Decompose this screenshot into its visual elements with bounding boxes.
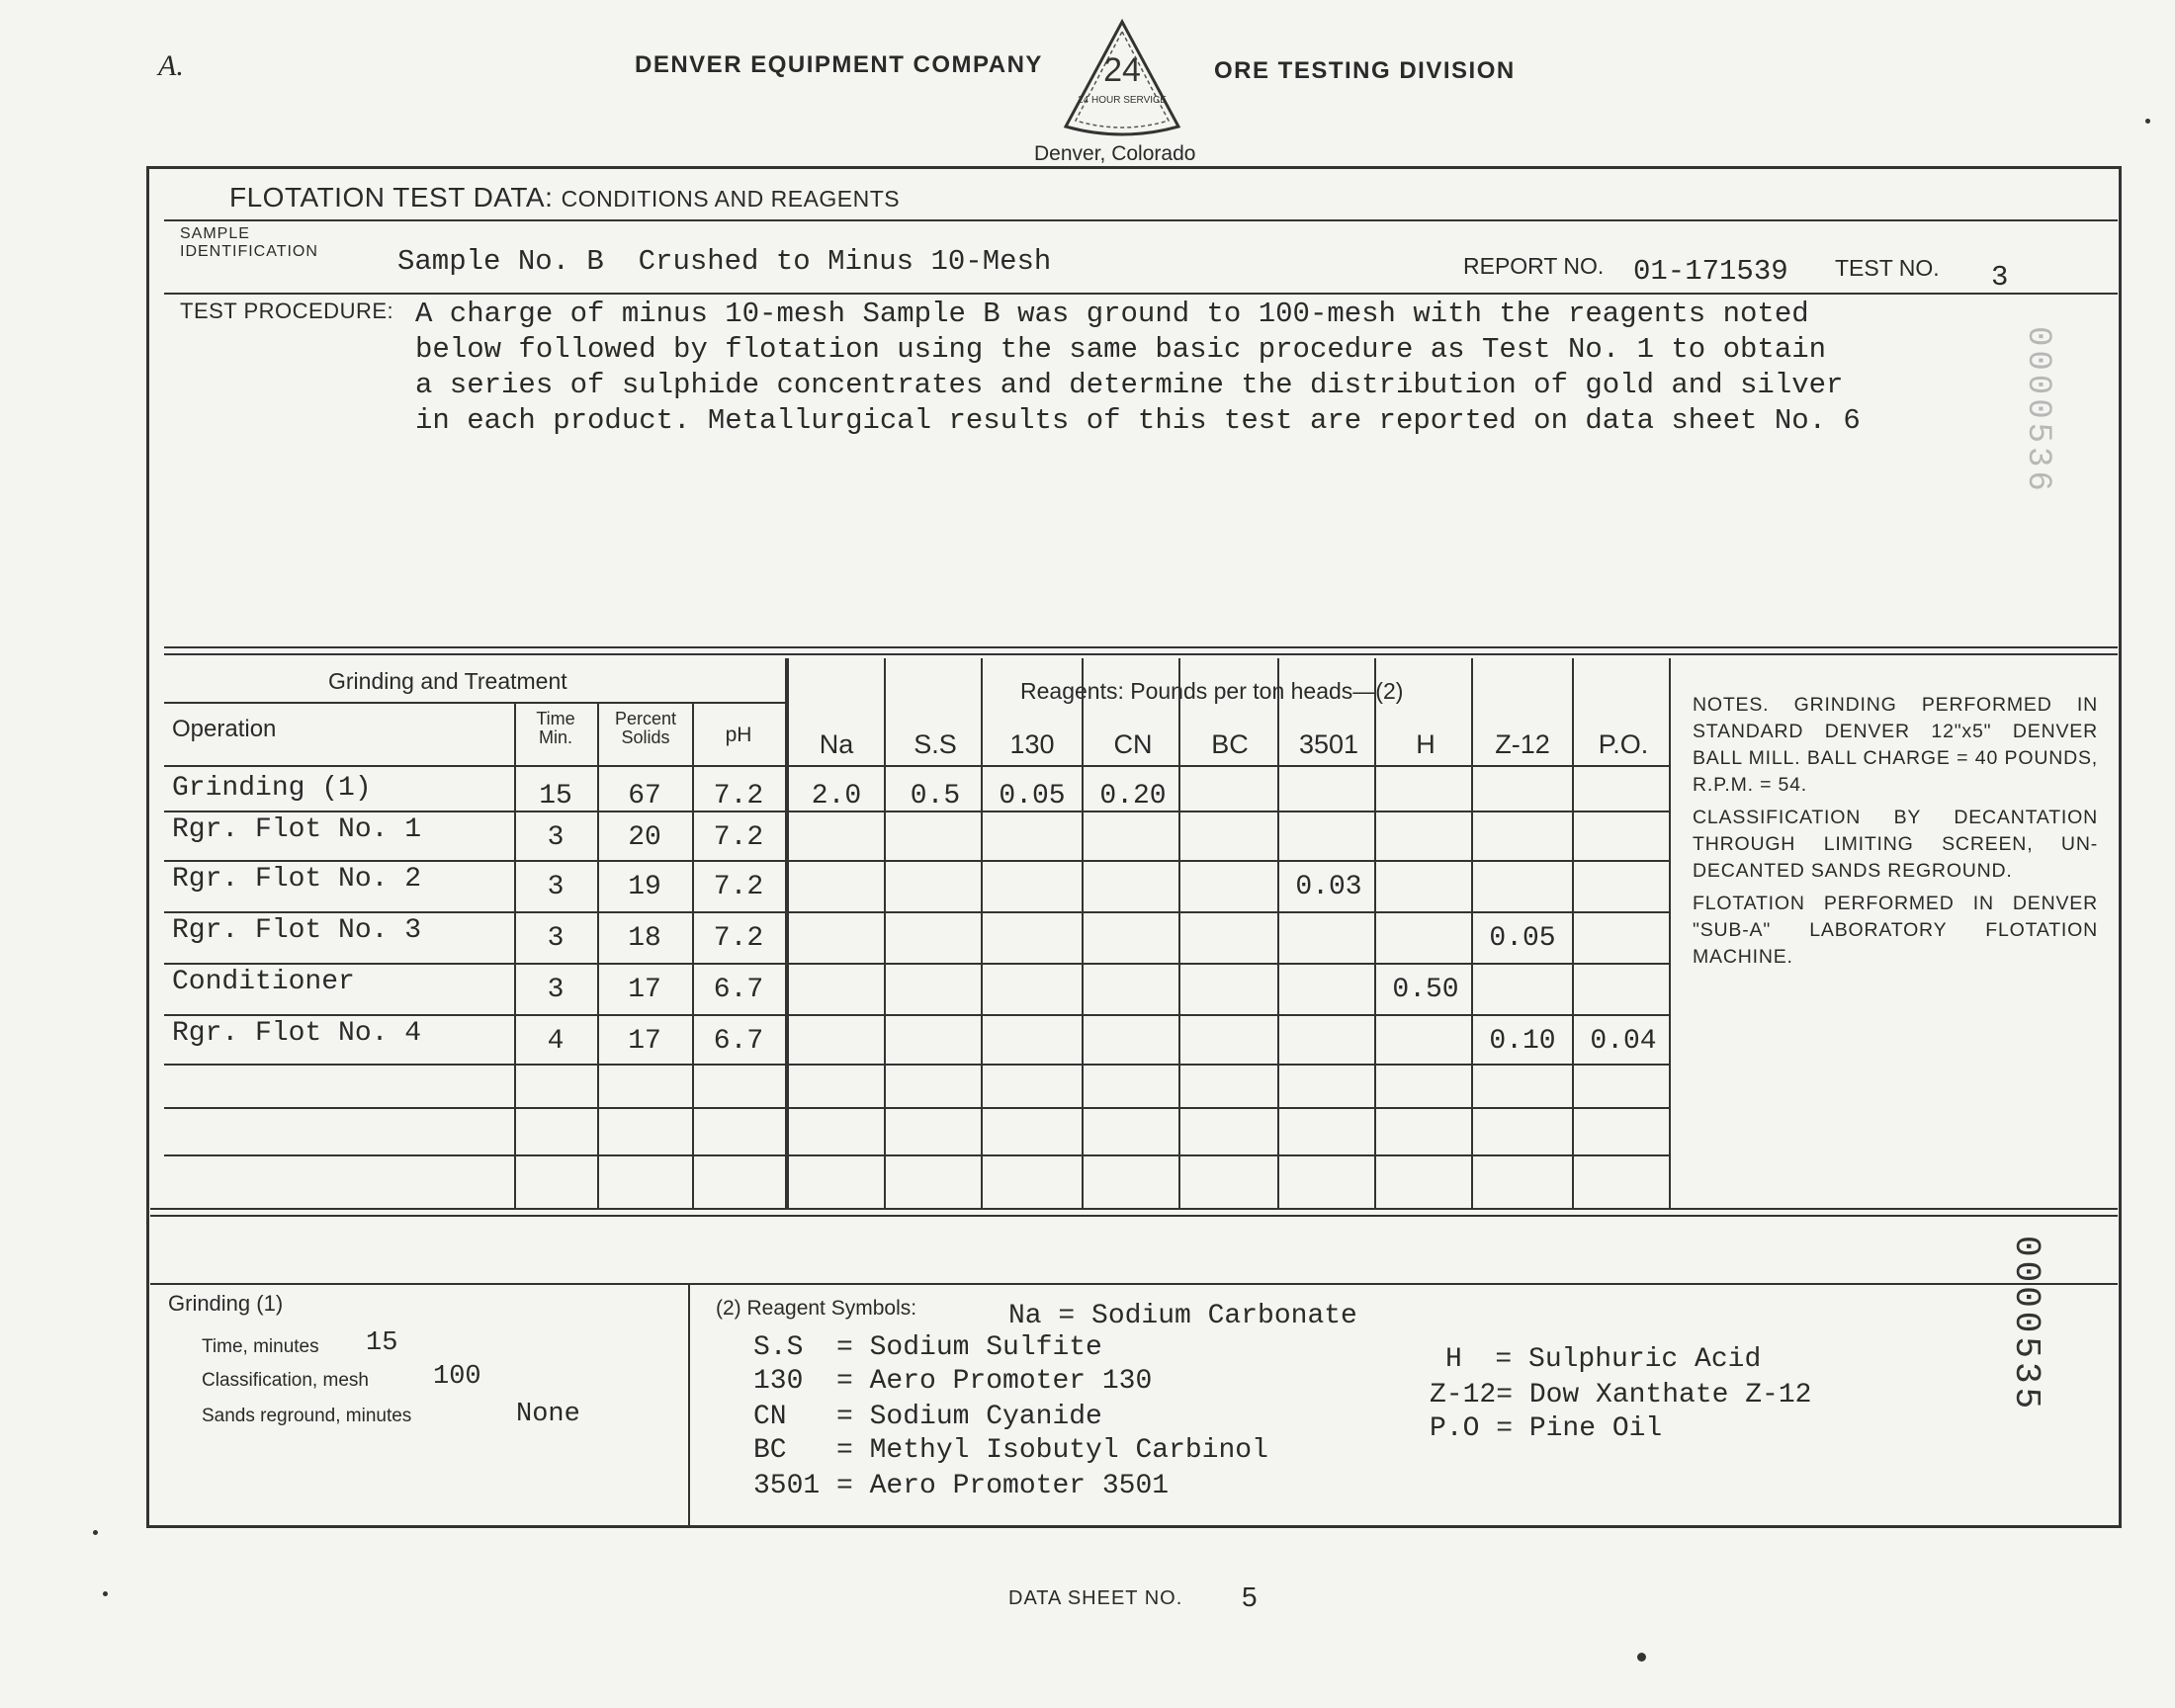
grinding-time-label: Time, minutes <box>202 1336 319 1357</box>
bottom-section-rule <box>150 1283 2118 1285</box>
grid-title-grinding: Grinding and Treatment <box>328 668 567 694</box>
procedure-label: TEST PROCEDURE: <box>180 299 394 323</box>
time-cell: 3 <box>547 975 565 1005</box>
grid-bottom-rule <box>150 1208 2118 1217</box>
col-time <box>516 710 595 747</box>
grid-row-line <box>164 1064 1671 1066</box>
reagent-column-header: 130 <box>1009 729 1055 759</box>
company-location: Denver, Colorado <box>1034 142 1196 165</box>
sample-label-line2: IDENTIFICATION <box>180 243 318 260</box>
symbol-ss: S.S = Sodium Sulfite <box>753 1332 1102 1363</box>
sample-label <box>180 225 318 261</box>
grid-column-line <box>1669 658 1671 1208</box>
col-operation: Operation <box>172 716 277 742</box>
grid-title-reagents: Reagents: Pounds per ton heads—(2) <box>1020 678 1404 704</box>
sands-label: Sands reground, minutes <box>202 1406 412 1426</box>
grid-column-line <box>1082 658 1084 1208</box>
reagent-cell: 0.50 <box>1392 975 1459 1005</box>
grid-row-line <box>164 1014 1671 1016</box>
reagent-column-header: S.S <box>914 729 957 759</box>
ph-cell: 6.7 <box>713 975 764 1005</box>
report-label: REPORT NO. <box>1463 253 1605 279</box>
reagent-cell: 0.05 <box>1489 923 1556 954</box>
reagent-column-header: P.O. <box>1598 729 1649 759</box>
grid-top-rule <box>164 646 2118 655</box>
company-name: DENVER EQUIPMENT COMPANY <box>635 51 1043 78</box>
time-cell: 3 <box>547 822 565 853</box>
data-sheet-label: DATA SHEET NO. <box>1008 1587 1183 1609</box>
grid-row-line <box>164 1154 1671 1156</box>
reagent-column-header: 3501 <box>1298 729 1359 759</box>
grinding-title: Grinding (1) <box>168 1291 284 1316</box>
solids-cell: 17 <box>628 1026 661 1057</box>
grid-row-line <box>164 1107 1671 1109</box>
time-cell: 15 <box>539 781 572 811</box>
grid-column-line <box>981 658 983 1208</box>
scan-speck <box>103 1591 108 1596</box>
form-title <box>229 182 900 214</box>
col-solids <box>599 710 692 747</box>
time-cell: 4 <box>547 1026 565 1057</box>
data-sheet-number: 5 <box>1242 1581 1258 1612</box>
solids-cell: 17 <box>628 975 661 1005</box>
grinding-time-value: 15 <box>366 1328 398 1358</box>
corner-mark: A. <box>158 49 184 82</box>
solids-cell: 67 <box>628 781 661 811</box>
reagent-cell: 0.03 <box>1295 872 1362 902</box>
symbol-po: P.O = Pine Oil <box>1430 1413 1663 1444</box>
time-cell: 3 <box>547 923 565 954</box>
reagent-column-header: Na <box>819 729 854 759</box>
reagent-cell: 0.5 <box>910 781 961 811</box>
reagent-column-header: CN <box>1113 729 1153 759</box>
title-rule <box>164 219 2118 221</box>
solids-cell: 20 <box>628 822 661 853</box>
sample-rule <box>164 293 2118 295</box>
form-title-main: FLOTATION TEST DATA: <box>229 182 554 213</box>
scan-speck <box>93 1530 98 1535</box>
division-name: ORE TESTING DIVISION <box>1214 57 1516 84</box>
symbol-bc: BC = Methyl Isobutyl Carbinol <box>753 1435 1268 1466</box>
classification-label: Classification, mesh <box>202 1370 369 1391</box>
note-grinding: NOTES. GRINDING PERFORMED IN STANDARD DENVER 12"x5" DENVER BALL MILL. BALL CHARGE = 40 POUNDS, R.P.M. = 54. <box>1693 694 2098 796</box>
operation-cell: Grinding (1) <box>172 773 372 804</box>
grid-column-line <box>884 658 886 1208</box>
symbol-cn: CN = Sodium Cyanide <box>753 1402 1102 1432</box>
notes-panel <box>1693 692 2098 977</box>
operation-cell: Rgr. Flot No. 2 <box>172 864 422 895</box>
company-logo <box>1058 18 1186 140</box>
operation-cell: Rgr. Flot No. 3 <box>172 915 422 946</box>
col-ph: pH <box>725 724 752 746</box>
svg-text:24: 24 <box>1103 51 1141 89</box>
time-cell: 3 <box>547 872 565 902</box>
grid-column-line <box>514 704 516 1208</box>
reagent-cell: 2.0 <box>811 781 862 811</box>
grid-column-line <box>1572 658 1574 1208</box>
col-time-line1: Time <box>536 709 575 728</box>
sample-identification: Sample No. B Crushed to Minus 10-Mesh <box>397 245 1052 278</box>
reagent-cell: 0.20 <box>1099 781 1167 811</box>
symbol-z12: Z-12= Dow Xanthate Z-12 <box>1430 1380 1812 1410</box>
symbol-130: 130 = Aero Promoter 130 <box>753 1366 1153 1397</box>
ph-cell: 7.2 <box>713 872 764 902</box>
operation-cell: Rgr. Flot No. 1 <box>172 814 422 845</box>
operation-cell: Rgr. Flot No. 4 <box>172 1018 422 1049</box>
reagent-cell: 0.05 <box>999 781 1066 811</box>
reagent-column-header: H <box>1416 729 1436 759</box>
grid-row-line <box>164 911 1671 913</box>
ph-cell: 7.2 <box>713 923 764 954</box>
symbol-3501: 3501 = Aero Promoter 3501 <box>753 1471 1170 1501</box>
reagent-cell: 0.10 <box>1489 1026 1556 1057</box>
grid-column-line <box>1178 658 1180 1208</box>
classification-value: 100 <box>433 1362 481 1392</box>
bottom-divider <box>688 1283 690 1526</box>
reagent-column-header: BC <box>1211 729 1249 759</box>
symbol-h: H = Sulphuric Acid <box>1445 1344 1762 1375</box>
procedure-line: below followed by flotation using the same basic procedure as Test No. 1 to obtain <box>415 333 1827 366</box>
grid-section-divider <box>787 658 789 1208</box>
procedure-line: A charge of minus 10-mesh Sample B was ground to 100-mesh with the reagents noted <box>415 298 1809 330</box>
procedure-text <box>415 297 1878 439</box>
logo-text: 24 HOUR SERVICE <box>1078 95 1167 106</box>
report-number: 01-171539 <box>1633 255 1788 288</box>
grid-column-line <box>1277 658 1279 1208</box>
symbol-na: Na = Sodium Carbonate <box>1008 1301 1357 1331</box>
solids-cell: 18 <box>628 923 661 954</box>
bates-stamp: 0000535 <box>2006 1236 2046 1413</box>
grid-row-line <box>164 860 1671 862</box>
operation-cell: Conditioner <box>172 967 355 997</box>
ph-cell: 7.2 <box>713 781 764 811</box>
form-title-sub: CONDITIONS AND REAGENTS <box>561 186 901 212</box>
scan-speck <box>2145 119 2150 124</box>
grid-column-line <box>597 704 599 1208</box>
grid-column-line <box>1471 658 1473 1208</box>
col-solids-line2: Solids <box>621 727 670 747</box>
grid-header-rule <box>164 765 1671 767</box>
procedure-line: a series of sulphide concentrates and determine the distribution of gold and silver <box>415 369 1844 401</box>
reagent-column-header: Z-12 <box>1495 729 1550 759</box>
ph-cell: 7.2 <box>713 822 764 853</box>
scan-speck <box>1637 1653 1646 1662</box>
procedure-line: in each product. Metallurgical results of this test are reported on data sheet No. 6 <box>415 404 1861 437</box>
note-flotation: FLOTATION PERFORMED IN DENVER "SUB-A" LABORATORY FLOTATION MACHINE. <box>1693 893 2098 968</box>
col-solids-line1: Percent <box>614 709 677 728</box>
grid-row-line <box>164 963 1671 965</box>
reagent-cell: 0.04 <box>1590 1026 1657 1057</box>
test-label: TEST NO. <box>1835 255 1940 281</box>
note-classification: CLASSIFICATION BY DECANTATION THROUGH LIMITING SCREEN, UN-DECANTED SANDS REGROUND. <box>1693 807 2098 882</box>
sample-label-line1: SAMPLE <box>180 225 250 242</box>
test-number: 3 <box>1991 261 2009 294</box>
ph-cell: 6.7 <box>713 1026 764 1057</box>
solids-cell: 19 <box>628 872 661 902</box>
bates-stamp-faint: 0000536 <box>2019 326 2056 495</box>
sands-value: None <box>516 1400 580 1429</box>
grid-column-line <box>692 704 694 1208</box>
reagent-symbols-title: (2) Reagent Symbols: <box>716 1297 917 1320</box>
grid-column-line <box>1374 658 1376 1208</box>
col-time-line2: Min. <box>538 727 572 747</box>
